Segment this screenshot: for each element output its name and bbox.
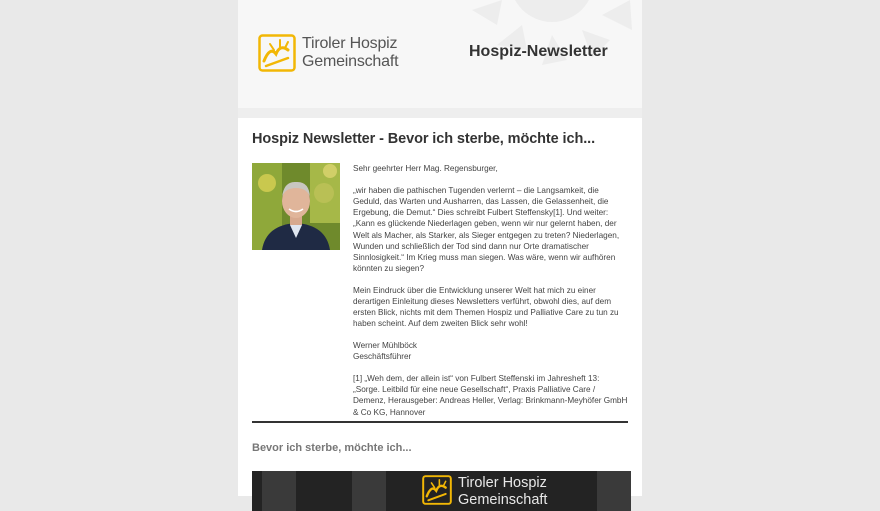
body-paragraph: Mein Eindruck über die Entwicklung unserer Welt hat mich zu einer derartigen Einleitung dieses Newsletters verführt, obwohl dies, auf dem ersten Blick, nichts mit dem Themen Hospiz und Palliative Care zu tun zu haben scheint. Auf dem zweiten Blick sehr wohl! xyxy=(353,285,619,329)
footnote: [1] „Weh dem, der allein ist“ von Fulbert Steffenski im Jahresheft 13: „Sorge. Leitbild für eine neue Gesellschaft“, Praxis Palliative Care / Demenz, Herausgeber: Andreas Heller, Verlag: Brinkmann-Meyhöfer GmbH & Co KG, Hannover xyxy=(353,374,628,417)
letter-text xyxy=(353,163,628,418)
banner-line1: Tiroler Hospiz xyxy=(458,474,547,491)
quote-paragraph: „wir haben die pathischen Tugenden verlernt – die Langsamkeit, die Geduld, das Warten und Ausharren, das Lassen, die Gelassenheit, die Ergebung, die Demut.“ Dies schreibt Fulbert Steffensky[1]. Und weiter: „Kann es glückende Niederlagen geben, wenn wir nur gelernt haben, der Welt als Macher, als Starker, als Sieger entgegen zu treten? Niederlagen, Wunden und schließlich der Tod sind dann nur Orte dramatischer Sinnlosigkeit.“ Im Krieg muss man siegen. Was wäre, wenn wir aufhören könnten zu siegen? xyxy=(353,185,620,274)
newsletter-content xyxy=(238,131,642,511)
banner-window xyxy=(597,471,631,511)
newsletter-title: Hospiz-Newsletter xyxy=(469,43,608,60)
signature-role: Geschäftsführer xyxy=(353,352,412,362)
article-heading: Hospiz Newsletter - Bevor ich sterbe, möchte ich... xyxy=(252,131,595,147)
logo-line1: Tiroler Hospiz xyxy=(302,35,398,52)
salutation: Sehr geehrter Herr Mag. Regensburger, xyxy=(353,164,498,173)
header-divider xyxy=(238,108,642,118)
logo-text xyxy=(302,35,398,71)
signature-name: Werner Mühlböck xyxy=(353,341,418,351)
logo-line2: Gemeinschaft xyxy=(302,53,399,70)
intro-section xyxy=(252,163,628,418)
newsletter-container xyxy=(238,0,642,508)
newsletter-header xyxy=(238,0,642,108)
section2-heading: Bevor ich sterbe, möchte ich... xyxy=(252,441,412,454)
section-divider xyxy=(252,421,628,423)
portrait-image xyxy=(252,163,340,250)
banner-window xyxy=(262,471,296,511)
banner-logo-text xyxy=(458,475,547,509)
author-portrait xyxy=(252,163,340,250)
banner-window xyxy=(352,471,386,511)
banner-logo xyxy=(422,475,547,509)
logo[interactable] xyxy=(258,34,398,72)
banner-image[interactable] xyxy=(252,471,628,511)
hospiz-logo-icon xyxy=(422,475,452,505)
hospiz-logo-icon xyxy=(258,34,296,72)
banner-line2: Gemeinschaft xyxy=(458,491,548,508)
